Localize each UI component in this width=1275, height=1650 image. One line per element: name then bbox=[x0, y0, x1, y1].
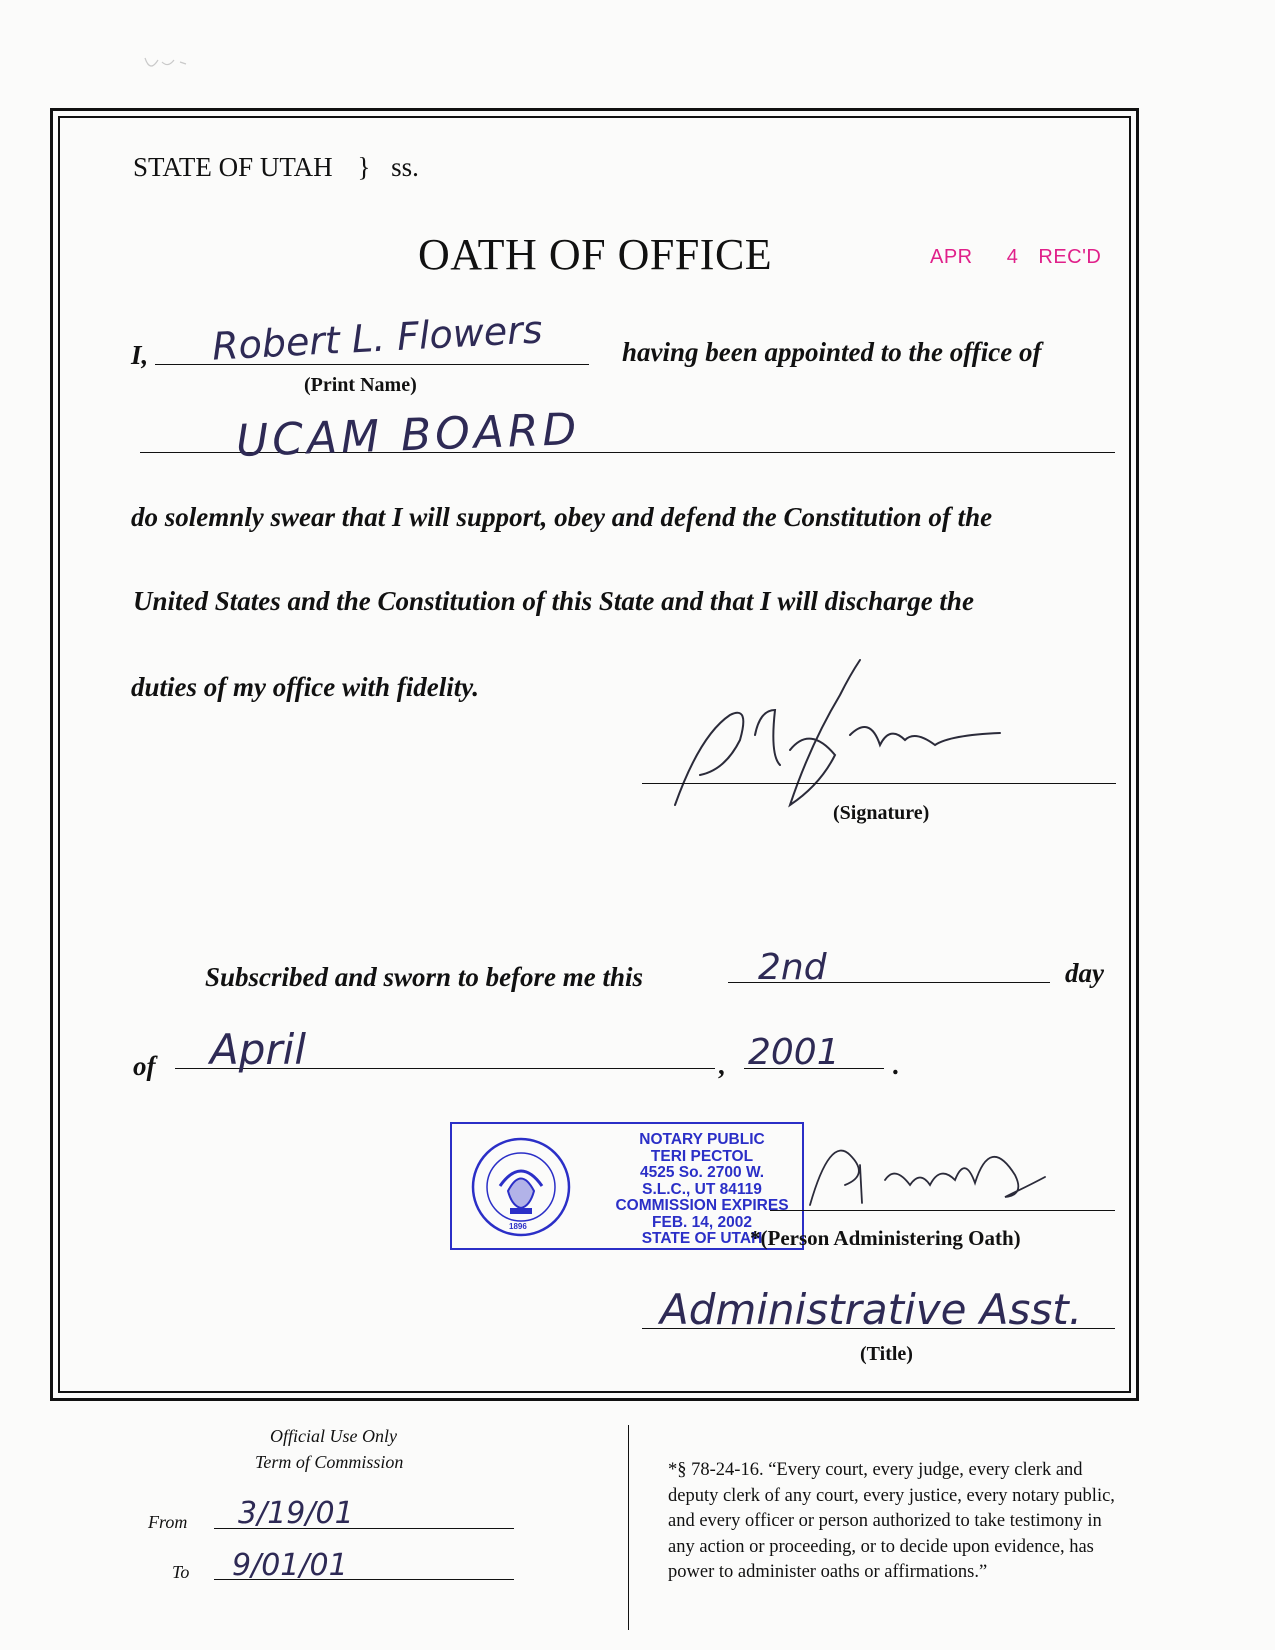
signature-scribble bbox=[660, 655, 1020, 815]
footnote-line-2: deputy clerk of any court, every justice, every notary public, bbox=[668, 1485, 1115, 1506]
notary-line-5: COMMISSION EXPIRES bbox=[615, 1197, 789, 1214]
of-word: of bbox=[133, 1051, 156, 1081]
received-month: APR bbox=[930, 246, 973, 268]
sworn-text: Subscribed and sworn to before me this bbox=[205, 962, 644, 992]
notary-line-2: TERI PECTOL bbox=[650, 1147, 754, 1165]
oath-line-3: duties of my office with fidelity. bbox=[131, 672, 479, 702]
column-divider bbox=[628, 1425, 629, 1630]
notary-line-7: STATE OF UTAH bbox=[641, 1230, 763, 1247]
handwritten-title: Administrative Asst. bbox=[660, 1285, 1083, 1334]
pencil-mark bbox=[140, 48, 200, 78]
period: . bbox=[892, 1050, 899, 1080]
to-label: To bbox=[172, 1562, 190, 1582]
ss-label: ss. bbox=[391, 152, 419, 182]
name-prefix: I, bbox=[131, 340, 149, 370]
term-heading: Term of Commission bbox=[255, 1452, 404, 1472]
title-line bbox=[642, 1328, 1115, 1329]
notary-line-6: FEB. 14, 2002 bbox=[652, 1213, 752, 1231]
comma: , bbox=[718, 1050, 725, 1080]
from-label: From bbox=[148, 1512, 188, 1532]
signature-caption: (Signature) bbox=[833, 802, 930, 824]
footnote-line-4: any action or proceeding, or to decide upon evidence, has bbox=[668, 1536, 1094, 1557]
day-word: day bbox=[1065, 958, 1104, 988]
appointed-text: having been appointed to the office of bbox=[622, 337, 1042, 367]
state-venue bbox=[133, 152, 419, 183]
handwritten-month: April bbox=[210, 1025, 306, 1074]
notary-signature bbox=[790, 1125, 1050, 1215]
footnote-line-5: power to administer oaths or affirmations.” bbox=[668, 1562, 988, 1582]
handwritten-year: 2001 bbox=[748, 1032, 840, 1073]
statute-footnote bbox=[668, 1458, 1115, 1586]
oath-line-1: do solemnly swear that I will support, obey and defend the Constitution of the bbox=[131, 502, 993, 532]
print-name-caption: (Print Name) bbox=[304, 374, 417, 396]
title-caption: (Title) bbox=[860, 1343, 913, 1365]
footnote-line-1: *§ 78-24-16. “Every court, every judge, every clerk and bbox=[668, 1460, 1083, 1480]
administrator-caption: *(Person Administering Oath) bbox=[750, 1226, 1021, 1250]
signature-line bbox=[642, 783, 1116, 784]
handwritten-office: UCAM BOARD bbox=[235, 404, 582, 467]
handwritten-name: Robert L. Flowers bbox=[211, 307, 544, 369]
page-title: OATH OF OFFICE bbox=[418, 230, 773, 279]
venue-brace: } bbox=[357, 152, 371, 182]
handwritten-day: 2nd bbox=[758, 947, 827, 988]
notary-line-4: S.L.C., UT 84119 bbox=[642, 1180, 762, 1198]
received-day: 4 bbox=[1006, 246, 1019, 268]
seal-year: 1896 bbox=[509, 1222, 527, 1231]
received-stamp bbox=[930, 246, 1101, 269]
to-value: 9/01/01 bbox=[232, 1548, 348, 1583]
notary-line-1: NOTARY PUBLIC bbox=[639, 1131, 765, 1148]
received-label: REC'D bbox=[1038, 246, 1102, 268]
official-use-heading: Official Use Only bbox=[270, 1426, 397, 1446]
oath-line-2: United States and the Constitution of this State and that I will discharge the bbox=[133, 586, 974, 616]
administrator-line bbox=[770, 1210, 1115, 1211]
from-value: 3/19/01 bbox=[238, 1496, 354, 1531]
footnote-line-3: and every officer or person authorized to take testimony in bbox=[668, 1511, 1102, 1531]
state-label: STATE OF UTAH bbox=[133, 152, 333, 182]
notary-line-3: 4525 So. 2700 W. bbox=[639, 1164, 765, 1181]
